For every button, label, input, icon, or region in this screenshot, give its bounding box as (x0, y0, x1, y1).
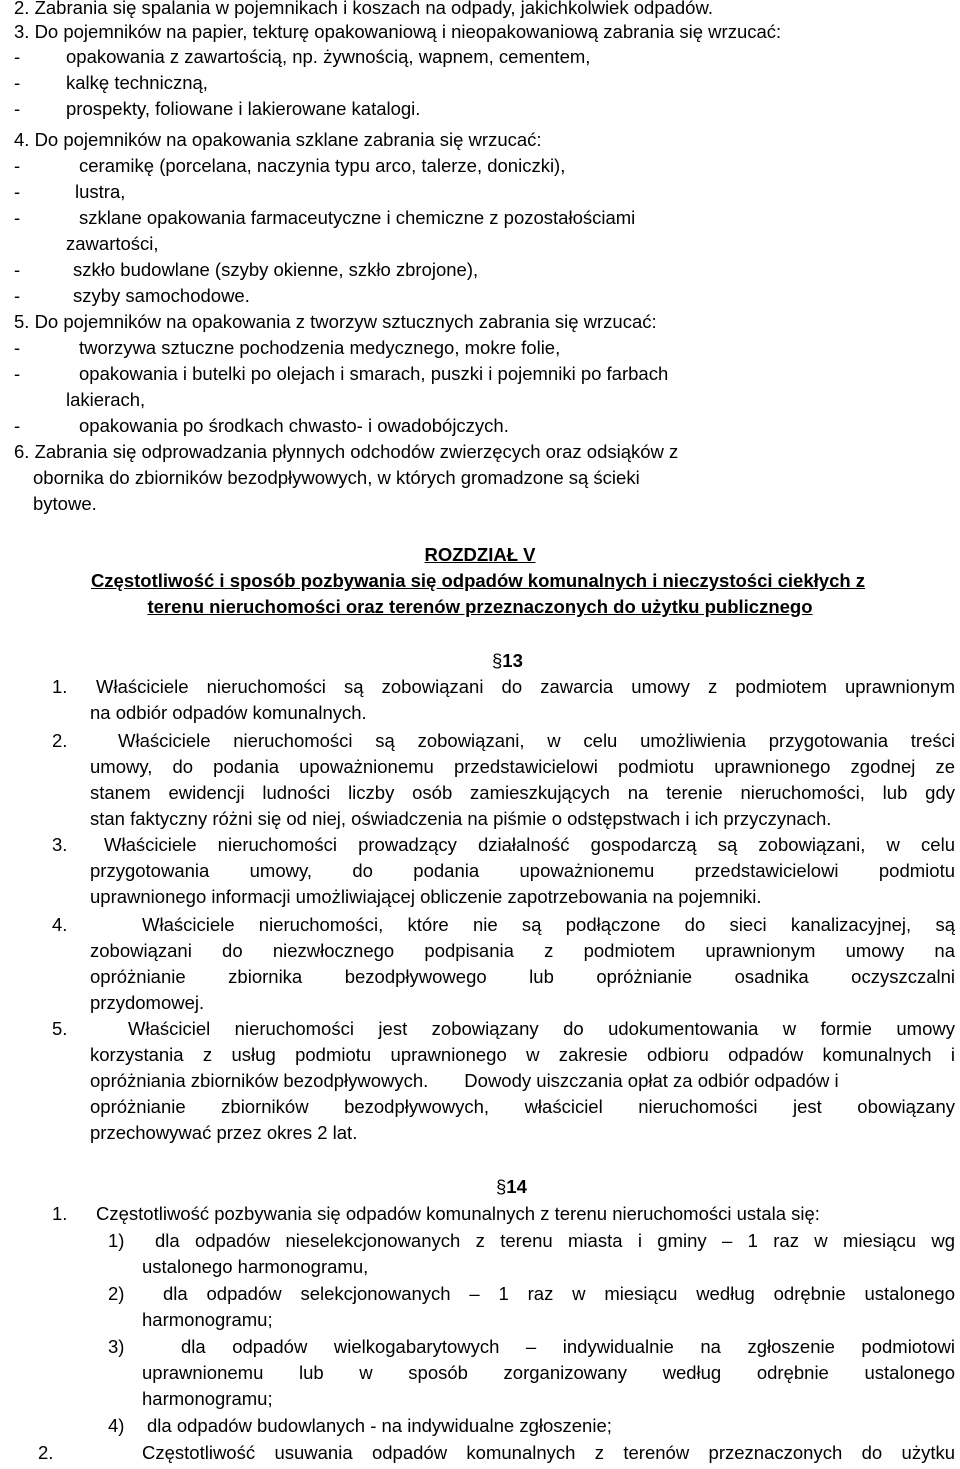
s14-item-2-num: 2) (108, 1283, 125, 1304)
chapter-title: ROZDZIAŁ V (424, 544, 536, 565)
s13-num-4: 4. (52, 914, 68, 935)
section-sign: § (492, 650, 503, 671)
s13-num-5: 5. (52, 1018, 68, 1039)
item-4-dash-4: - (14, 259, 21, 280)
s14-num-1: 1. (52, 1203, 68, 1224)
s14-item-4-num: 4) (108, 1415, 125, 1436)
item-4-line-3b: zawartości, (66, 233, 159, 254)
s13-num-1: 1. (52, 676, 68, 697)
s13-p2-line-c: stanem ewidencji ludności liczby osób zamieszkujących na terenie nieruchomości, lub gdy (90, 782, 955, 803)
s13-p2-line-a: Właściciele nieruchomości są zobowiązani, w celu umożliwienia przygotowania treści (118, 730, 955, 751)
s14-p2: Częstotliwość usuwania odpadów komunalnych z terenów przeznaczonych do użytku (142, 1442, 955, 1463)
s13-p3-line-b: przygotowania umowy, do podania upoważnionemu przedstawicielowi podmiotu (90, 860, 955, 881)
s13-p2-line-b: umowy, do podania upoważnionemu przedstawicielowi podmiotu uprawnionego zgodnej ze (90, 756, 955, 777)
s13-num-2: 2. (52, 730, 68, 751)
chapter-subtitle-line-1: Częstotliwość i sposób pozbywania się odpadów komunalnych i nieczystości ciekłych z (90, 570, 866, 591)
s13-p1-line-a: Właściciele nieruchomości są zobowiązani do zawarcia umowy z podmiotem uprawnionym (96, 676, 955, 697)
item-4-line-4: szkło budowlane (szyby okienne, szkło zbrojone), (73, 259, 479, 280)
section-13-heading (492, 650, 523, 672)
item-5-line-3: opakowania po środkach chwasto- i owadobójczych. (79, 415, 509, 436)
s14-item-3-line-b: uprawnionemu lub w sposób zorganizowany według odrębnie ustalonego (142, 1362, 955, 1383)
s13-p3-line-c: uprawnionego informacji umożliwiającej obliczenie zapotrzebowania na pojemniki. (90, 886, 762, 907)
item-3: 3. Do pojemników na papier, tekturę opakowaniową i nieopakowaniową zabrania się wrzucać: (14, 21, 782, 42)
item-3-dash-2: - (14, 72, 21, 93)
item-5-line-2a: opakowania i butelki po olejach i smarach, puszki i pojemniki po farbach (79, 363, 669, 384)
item-5-line-1: tworzywa sztuczne pochodzenia medycznego, mokre folie, (79, 337, 561, 358)
item-4-dash-5: - (14, 285, 21, 306)
item-4: 4. Do pojemników na opakowania szklane zabrania się wrzucać: (14, 129, 542, 150)
section-sign: § (496, 1176, 507, 1197)
section-13-number: 13 (502, 650, 523, 671)
s13-p5-line-b: korzystania z usług podmiotu uprawnionego w zakresie odbioru odpadów komunalnych i (90, 1044, 955, 1065)
item-6-line-a: 6. Zabrania się odprowadzania płynnych odchodów zwierzęcych oraz odsiąków z (14, 441, 679, 462)
s14-item-3-num: 3) (108, 1336, 125, 1357)
item-3-dash-1: - (14, 46, 21, 67)
item-5-dash-2: - (14, 363, 21, 384)
item-4-line-1: ceramikę (porcelana, naczynia typu arco, talerze, doniczki), (79, 155, 566, 176)
item-6-line-c: bytowe. (33, 493, 97, 514)
item-4-dash-1: - (14, 155, 21, 176)
s14-item-3-line-c: harmonogramu; (142, 1388, 273, 1409)
s14-num-2: 2. (38, 1442, 54, 1463)
s14-item-2-line-b: harmonogramu; (142, 1309, 273, 1330)
item-3-line-2: kalkę techniczną, (66, 72, 208, 93)
s14-item-1-line-a: dla odpadów nieselekcjonowanych z terenu miasta i gminy – 1 raz w miesiącu wg (155, 1230, 955, 1251)
item-4-line-2: lustra, (75, 181, 126, 202)
item-3-line-3: prospekty, foliowane i lakierowane katalogi. (66, 98, 421, 119)
item-5-dash-1: - (14, 337, 21, 358)
s14-item-1-line-b: ustalonego harmonogramu, (142, 1256, 369, 1277)
item-5-line-2b: lakierach, (66, 389, 146, 410)
s14-p1: Częstotliwość pozbywania się odpadów komunalnych z terenu nieruchomości ustala się: (96, 1203, 820, 1224)
s13-p5-line-d: opróżnianie zbiorników bezodpływowych, właściciel nieruchomości jest obowiązany (90, 1096, 955, 1117)
s14-item-4-line-a: dla odpadów budowlanych - na indywidualne zgłoszenie; (147, 1415, 612, 1436)
item-3-line-1: opakowania z zawartością, np. żywnością, wapnem, cementem, (66, 46, 591, 67)
s13-num-3: 3. (52, 834, 68, 855)
item-5: 5. Do pojemników na opakowania z tworzyw sztucznych zabrania się wrzucać: (14, 311, 657, 332)
s13-p4-line-b: zobowiązani do niezwłocznego podpisania z podmiotem uprawnionym umowy na (90, 940, 955, 961)
s13-p5-line-a: Właściciel nieruchomości jest zobowiązany do udokumentowania w formie umowy (128, 1018, 955, 1039)
s13-p1-line-b: na odbiór odpadów komunalnych. (90, 702, 367, 723)
item-3-dash-3: - (14, 98, 21, 119)
item-4-line-5: szyby samochodowe. (73, 285, 250, 306)
item-5-dash-3: - (14, 415, 21, 436)
section-14-number: 14 (506, 1176, 527, 1197)
s13-p4-line-c: opróżnianie zbiornika bezodpływowego lub opróżnianie osadnika oczyszczalni (90, 966, 955, 987)
item-2: 2. Zabrania się spalania w pojemnikach i koszach na odpady, jakichkolwiek odpadów. (14, 0, 713, 18)
item-4-dash-2: - (14, 181, 21, 202)
item-6-line-b: obornika do zbiorników bezodpływowych, w których gromadzone są ścieki (33, 467, 640, 488)
s13-p2-line-d: stan faktyczny różni się od niej, oświadczenia na piśmie o odstępstwach i ich przyczynach. (90, 808, 832, 829)
s13-p5-line-c: opróżniania zbiorników bezodpływowych. Dowody uiszczania opłat za odbiór odpadów i (90, 1070, 839, 1091)
s13-p5-line-e: przechowywać przez okres 2 lat. (90, 1122, 358, 1143)
s13-p3-line-a: Właściciele nieruchomości prowadzący działalność gospodarczą są zobowiązani, w celu (104, 834, 955, 855)
chapter-subtitle-line-2: terenu nieruchomości oraz terenów przeznaczonych do użytku publicznego (147, 596, 813, 617)
s14-item-3-line-a: dla odpadów wielkogabarytowych – indywidualnie na zgłoszenie podmiotowi (181, 1336, 955, 1357)
section-14-heading (496, 1176, 527, 1198)
s13-p4-line-d: przydomowej. (90, 992, 205, 1013)
s14-item-1-num: 1) (108, 1230, 125, 1251)
s13-p4-line-a: Właściciele nieruchomości, które nie są podłączone do sieci kanalizacyjnej, są (142, 914, 955, 935)
item-4-dash-3: - (14, 207, 21, 228)
item-4-line-3a: szklane opakowania farmaceutyczne i chemiczne z pozostałościami (79, 207, 636, 228)
s14-item-2-line-a: dla odpadów selekcjonowanych – 1 raz w miesiącu według odrębnie ustalonego (163, 1283, 955, 1304)
